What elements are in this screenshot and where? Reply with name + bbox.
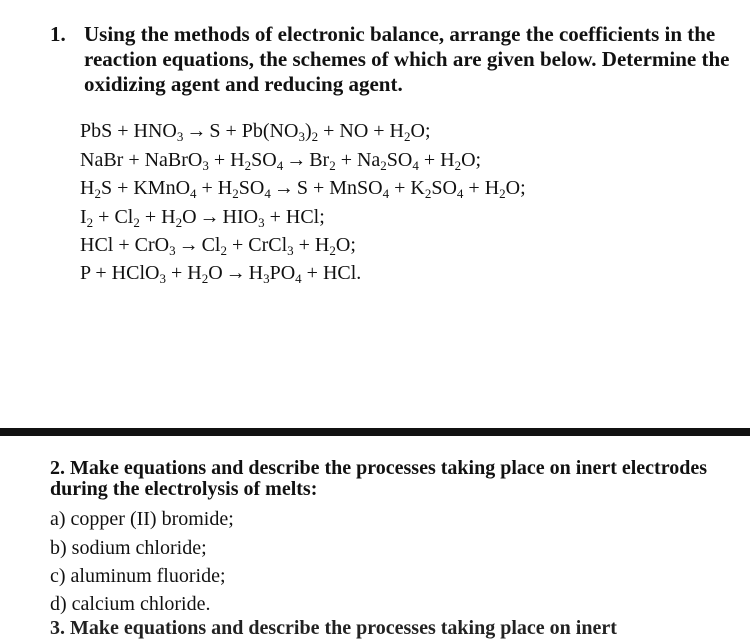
subscript: 4 bbox=[456, 186, 464, 201]
subscript: 3 bbox=[202, 158, 209, 173]
list-item: c) aluminum fluoride; bbox=[50, 565, 226, 587]
formula-text: + H bbox=[139, 206, 176, 228]
question-2-title: 2. Make equations and describe the processes taking place on inert electrodes during the electrolysis of melts: bbox=[50, 457, 708, 500]
equation bbox=[80, 120, 431, 143]
formula-text: SO bbox=[238, 177, 265, 199]
subscript: 4 bbox=[276, 158, 284, 173]
formula-text: PO bbox=[269, 262, 296, 284]
subscript: 3 bbox=[159, 271, 166, 286]
formula-text: + HCl. bbox=[301, 262, 362, 284]
formula-text: + H bbox=[196, 177, 233, 199]
subscript: 3 bbox=[169, 243, 176, 258]
subscript: 2 bbox=[380, 158, 387, 173]
equation bbox=[80, 234, 356, 257]
formula-text: O; bbox=[410, 120, 431, 142]
subscript: 2 bbox=[499, 186, 506, 201]
subscript: 2 bbox=[232, 186, 239, 201]
reaction-arrow: → bbox=[273, 177, 294, 199]
subscript: 4 bbox=[295, 271, 302, 286]
subscript: 3 bbox=[263, 271, 270, 286]
formula-text: NaBr + NaBrO bbox=[80, 149, 203, 171]
reaction-arrow: → bbox=[178, 234, 199, 256]
question-1-title: Using the methods of electronic balance, arrange the coefficients in the reaction equations, the schemes of which are given below. Determine the oxidizing agent and reducing agent. bbox=[84, 22, 730, 96]
formula-text: S + MnSO bbox=[296, 177, 383, 199]
reaction-arrow: → bbox=[199, 206, 220, 228]
list-item: d) calcium chloride. bbox=[50, 593, 211, 615]
formula-text: + Na bbox=[335, 149, 381, 171]
subscript: 2 bbox=[175, 215, 183, 230]
reaction-arrow: → bbox=[286, 149, 307, 171]
subscript: 3 bbox=[298, 129, 305, 144]
question-2 bbox=[50, 457, 730, 615]
formula-text: + H bbox=[463, 177, 500, 199]
subscript: 2 bbox=[424, 186, 432, 201]
formula-text: + H bbox=[293, 234, 330, 256]
formula-text: P + HClO bbox=[80, 262, 160, 284]
formula-text: + HCl; bbox=[264, 206, 325, 228]
subscript: 2 bbox=[220, 243, 227, 258]
formula-text: SO bbox=[251, 149, 277, 171]
subscript: 2 bbox=[404, 129, 411, 144]
subscript: 2 bbox=[329, 158, 336, 173]
reaction-arrow: → bbox=[225, 262, 246, 284]
formula-text: O bbox=[208, 262, 223, 284]
formula-text: ) bbox=[304, 120, 312, 142]
subscript: 2 bbox=[133, 215, 140, 230]
formula-text: O; bbox=[461, 149, 482, 171]
subscript: 3 bbox=[176, 129, 184, 144]
formula-text: PbS + HNO bbox=[80, 120, 177, 142]
subscript: 2 bbox=[94, 186, 101, 201]
subscript: 2 bbox=[311, 129, 319, 144]
formula-text: + NO + H bbox=[318, 120, 404, 142]
question-3-partial: 3. Make equations and describe the processes taking place on inert bbox=[50, 617, 617, 639]
formula-text: + H bbox=[208, 149, 245, 171]
formula-text: I bbox=[80, 206, 87, 228]
subscript: 3 bbox=[258, 215, 265, 230]
equation bbox=[80, 206, 325, 229]
list-item: b) sodium chloride; bbox=[50, 537, 207, 559]
question-1-number: 1. bbox=[50, 22, 66, 46]
subscript: 3 bbox=[287, 243, 294, 258]
subscript: 2 bbox=[329, 243, 336, 258]
formula-text: O; bbox=[505, 177, 526, 199]
list-item: a) copper (II) bromide; bbox=[50, 508, 234, 530]
question-1 bbox=[50, 22, 730, 97]
formula-text: O bbox=[182, 206, 197, 228]
equation bbox=[80, 262, 361, 285]
formula-text: HIO bbox=[222, 206, 259, 228]
formula-text: H bbox=[248, 262, 264, 284]
equation bbox=[80, 149, 481, 172]
formula-text: + Cl bbox=[93, 206, 134, 228]
formula-text: S + KMnO bbox=[100, 177, 191, 199]
subscript: 2 bbox=[201, 271, 209, 286]
equation bbox=[80, 177, 526, 200]
formula-text: S + Pb(NO bbox=[209, 120, 299, 142]
formula-text: + CrCl bbox=[226, 234, 288, 256]
formula-text: H bbox=[80, 177, 95, 199]
subscript: 4 bbox=[190, 186, 197, 201]
subscript: 2 bbox=[86, 215, 94, 230]
question-1-header bbox=[50, 22, 730, 97]
reaction-arrow: → bbox=[186, 120, 207, 142]
subscript: 4 bbox=[264, 186, 271, 201]
formula-text: SO bbox=[386, 149, 413, 171]
formula-text: + K bbox=[389, 177, 425, 199]
formula-text: SO bbox=[431, 177, 457, 199]
subscript: 2 bbox=[244, 158, 252, 173]
subscript: 2 bbox=[454, 158, 462, 173]
formula-text: Cl bbox=[201, 234, 221, 256]
section-divider bbox=[0, 428, 750, 436]
subscript: 4 bbox=[382, 186, 390, 201]
subscript: 4 bbox=[412, 158, 419, 173]
formula-text: O; bbox=[335, 234, 356, 256]
formula-text: HCl + CrO bbox=[80, 234, 170, 256]
formula-text: + H bbox=[165, 262, 202, 284]
formula-text: + H bbox=[418, 149, 455, 171]
formula-text: Br bbox=[309, 149, 330, 171]
